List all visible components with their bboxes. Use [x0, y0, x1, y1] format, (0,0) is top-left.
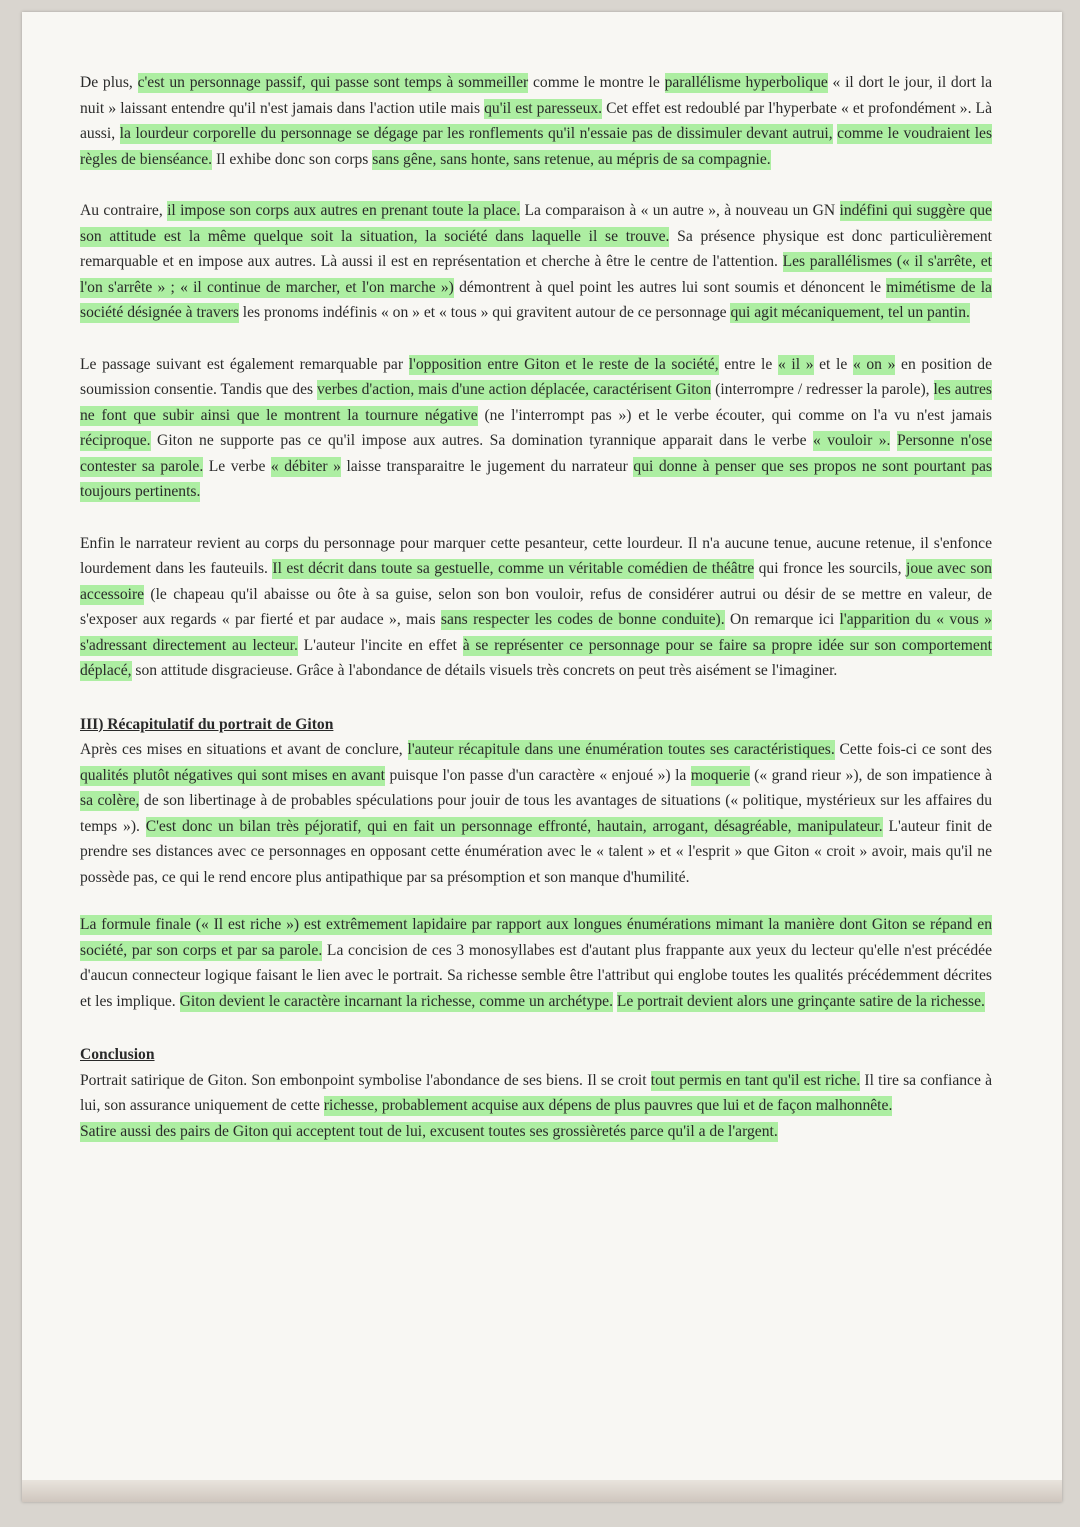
document-body — [80, 70, 992, 1172]
text-run: (le chapeau qu'il abaisse ou ôte à sa guise, selon son bon vouloir, refus de considérer autrui ou désir de se mettre en valeur, de s'exposer aux regards « par fierté et par audace », mais — [80, 585, 992, 628]
highlighted-text: comme le voudraient les règles de bienséance. — [80, 125, 993, 168]
highlighted-text: qui donne à penser que ses propos ne sont pourtant pas toujours pertinents. — [80, 457, 992, 500]
highlighted-text: l'opposition entre Giton et le reste de la société, — [408, 355, 719, 373]
highlighted-text: l'auteur récapitule dans une énumération toutes ses caractéristiques. — [407, 741, 835, 758]
text-run: Il tire sa confiance à lui, son assurance uniquement de cette — [80, 1071, 992, 1114]
highlighted-text: qu'il est paresseux. — [484, 99, 603, 117]
text-run: (« grand rieur »), de son impatience à — [749, 766, 993, 784]
text-run — [890, 432, 896, 449]
highlighted-text: qualités plutôt négatives qui sont mises en avant — [80, 766, 386, 784]
text-run: L'auteur finit de prendre ses distances avec ce personnages en opposant cette énumération avec le « talent » et « l'esprit » que Giton « croit » avoir, mais qu'il ne possède pas, ce qui le rend encore plus antipathique par sa présomption et son manque d'humilité. — [80, 817, 993, 886]
highlighted-text: sans gêne, sans honte, sans retenue, au mépris de sa compagnie. — [372, 150, 771, 168]
highlighted-text: c'est un personnage passif, qui passe sont temps à sommeiller — [137, 74, 529, 91]
conclusion-heading: Conclusion — [80, 1046, 155, 1063]
highlighted-text: C'est donc un bilan très péjoratif, qui en fait un personnage effronté, hautain, arrogant, désagréable, manipulateur. — [145, 817, 883, 835]
text-run: les pronoms indéfinis « on » et « tous » qui gravitent autour de ce personnage — [238, 304, 731, 321]
analysis-paragraphs — [80, 70, 992, 684]
text-run: (interrompre / redresser la parole), — [711, 381, 934, 398]
section-recap-paragraphs — [80, 737, 992, 1014]
highlighted-text: indéfini qui suggère que son attitude est la même quelque soit la situation, la société dans laquelle il se trouve. — [80, 202, 992, 245]
text-run: et le — [813, 355, 853, 373]
text-run: Cette fois-ci ce sont des — [834, 741, 992, 758]
highlighted-text: les autres ne font que subir ainsi que le montrent la tournure négative — [80, 381, 992, 424]
highlighted-text: sa colère, — [80, 792, 140, 809]
highlighted-text: l'apparition du « vous » s'adressant directement au lecteur. — [80, 611, 992, 654]
text-run: Il exhibe donc son corps — [212, 150, 373, 168]
text-run: Sa présence physique est donc particulièrement remarquable et en impose aux autres. Là aussi il est en représentation et cherche à être le centre de l'attention. — [80, 227, 993, 270]
text-run: en position de soumission consentie. Tandis que des — [80, 355, 993, 398]
text-run: comme le montre le — [528, 74, 665, 91]
highlighted-text: « il » — [777, 355, 814, 373]
text-run: son attitude disgracieuse. Grâce à l'abondance de détails visuels très concrets on peut très aisément se l'imaginer. — [131, 662, 838, 679]
highlighted-text: « vouloir ». — [812, 432, 891, 449]
page-bottom-edge — [22, 1480, 1062, 1502]
text-run: laisse transparaitre le jugement du narrateur — [340, 457, 634, 475]
text-run: Au contraire, — [80, 202, 168, 219]
text-run: « il dort le jour, il dort la nuit » laissant entendre qu'il n'est jamais dans l'action utile mais — [80, 74, 993, 117]
section-conclusion — [80, 1042, 992, 1144]
paragraph — [80, 912, 992, 1014]
highlighted-text: « débiter » — [270, 457, 341, 475]
highlighted-text: Satire aussi des pairs de Giton qui acceptent tout de lui, excusent toutes ses grossièretés parce qu'il a de l'argent. — [80, 1122, 778, 1140]
text-run: puisque l'on passe d'un caractère « enjoué ») la — [385, 766, 691, 784]
paragraph — [80, 70, 992, 172]
highlighted-text: joue avec son accessoire — [80, 560, 992, 603]
paragraph — [80, 1068, 992, 1119]
highlighted-text: Il est décrit dans toute sa gestuelle, comme un véritable comédien de théâtre — [272, 560, 755, 577]
paragraph — [80, 352, 992, 505]
section-recap-heading: III) Récapitulatif du portrait de Giton — [80, 715, 334, 733]
highlighted-text: verbes d'action, mais d'une action déplacée, caractérisent Giton — [317, 381, 712, 398]
text-run: Portrait satirique de Giton. Son embonpoint symbolise l'abondance de ses biens. Il se croit — [80, 1071, 651, 1089]
text-run: La concision de ces 3 monosyllabes est d'autant plus frappante aux yeux du lecteur qu'elle n'est précédée d'aucun connecteur logique faisant le lien avec le portrait. Sa richesse semble être l'attribut qui englobe toutes les qualités précédemment décrites et les implique. — [80, 941, 992, 1010]
highlighted-text: moquerie — [690, 766, 750, 784]
paragraph — [80, 531, 992, 684]
text-run: La comparaison à « un autre », à nouveau un GN — [520, 202, 840, 219]
highlighted-text: qui agit mécaniquement, tel un pantin. — [730, 304, 970, 321]
highlighted-text: richesse, probablement acquise aux dépens de plus pauvres que lui et de façon malhonnête. — [323, 1097, 893, 1114]
text-run: Après ces mises en situations et avant de conclure, — [80, 741, 408, 758]
highlighted-text: Personne n'ose contester sa parole. — [80, 432, 992, 475]
highlighted-text: Giton devient le caractère incarnant la richesse, comme un archétype. — [179, 992, 613, 1010]
text-run: De plus, — [80, 74, 138, 91]
text-run: On remarque ici — [724, 611, 840, 628]
highlighted-text: la lourdeur corporelle du personnage se dégage par les ronflements qu'il n'essaie pas de dissimuler devant autrui, — [119, 125, 833, 142]
text-run: Le verbe — [203, 457, 271, 475]
paragraph — [80, 737, 992, 890]
text-run: qui fronce les sourcils, — [754, 560, 906, 577]
text-run: L'auteur l'incite en effet — [297, 636, 463, 654]
conclusion-paragraphs — [80, 1068, 992, 1145]
highlighted-text: Le portrait devient alors une grinçante satire de la richesse. — [616, 992, 985, 1010]
paragraph — [80, 198, 992, 326]
text-run: de son libertinage à de probables spéculations pour jouir de tous les avantages de situations (« politique, mystérieux sur les affaires du temps »). — [80, 792, 993, 835]
paragraph — [80, 1119, 992, 1145]
text-run: démontrent à quel point les autres lui sont soumis et dénoncent le — [453, 278, 887, 296]
text-run: Giton ne supporte pas ce qu'il impose aux autres. Sa domination tyrannique apparait dans le verbe — [150, 432, 813, 449]
highlighted-text: réciproque. — [80, 432, 151, 449]
document-page — [22, 12, 1062, 1502]
text-run: Le passage suivant est également remarquable par — [80, 355, 409, 373]
text-run: Enfin le narrateur revient au corps du personnage pour marquer cette pesanteur, cette lourdeur. Il n'a aucune tenue, aucune retenue, il s'enfonce lourdement dans les fauteuils. — [80, 534, 992, 577]
highlighted-text: tout permis en tant qu'il est riche. — [650, 1071, 861, 1089]
text-run: entre le — [718, 355, 778, 373]
highlighted-text: il impose son corps aux autres en prenant toute la place. — [167, 202, 521, 219]
highlighted-text: sans respecter les codes de bonne conduite). — [440, 611, 725, 628]
text-run: Cet effet est redoublé par l'hyperbate « et profondément ». Là aussi, — [80, 99, 992, 142]
highlighted-text: La formule finale (« Il est riche ») est extrêmement lapidaire par rapport aux longues énumérations mimant la manière dont Giton se répand en société, par son corps et par sa parole. — [80, 916, 992, 959]
highlighted-text: mimétisme de la société désignée à travers — [80, 278, 992, 321]
highlighted-text: à se représenter ce personnage pour se faire sa propre idée sur son comportement déplacé, — [80, 636, 992, 679]
highlighted-text: Les parallélismes (« il s'arrête, et l'on s'arrête » ; « il continue de marcher, et l'on marche ») — [80, 253, 992, 296]
section-recap — [80, 712, 992, 1015]
highlighted-text: parallélisme hyperbolique — [664, 74, 828, 91]
text-run: (ne l'interrompt pas ») et le verbe écouter, qui comme on l'a vu n'est jamais — [477, 406, 992, 424]
highlighted-text: « on » — [852, 355, 896, 373]
